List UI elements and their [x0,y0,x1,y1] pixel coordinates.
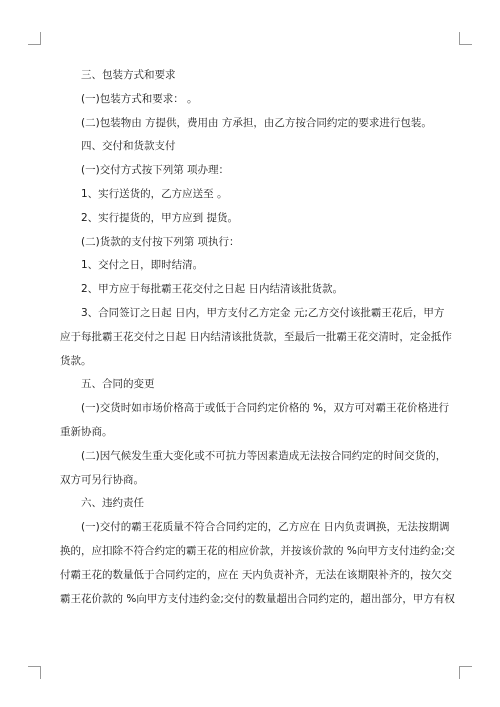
paragraph-line: 2、实行提货的，甲方应到 提货。 [81,211,239,224]
section-heading-delivery-payment: 四、交付和货款支付 [81,140,176,153]
crop-mark-bottom-right [459,666,472,679]
paragraph-line: 重新协商。 [60,425,113,438]
crop-mark-bottom-left [28,666,41,679]
paragraph-line: 应于每批霸王花交付之日起 日内结清该批货款，至最后一批霸王花交清时，定金抵作 [60,330,452,343]
document-body [60,64,455,611]
section-heading-packaging: 三、包装方式和要求 [81,69,176,81]
crop-mark-top-left [28,32,41,45]
section-heading-liability: 六、违约责任 [81,497,144,510]
paragraph-line: (一)交付的霸王花质量不符合合同约定的，乙方应在 日内负责调换，无法按期调 [81,521,450,534]
crop-mark-top-right [459,32,472,45]
paragraph-line: 货款。 [60,354,92,367]
paragraph-line: 付霸王花的数量低于合同约定的，应在 天内负责补齐，无法在该期限补齐的，按欠交 [60,568,452,581]
section-heading-contract-change: 五、合同的变更 [81,378,155,391]
paragraph-line: 换的，应扣除不符合约定的霸王花的相应价款，并按该价款的 %向甲方支付违约金;交 [60,544,455,557]
paragraph-line: (一)交付方式按下列第 项办理： [81,164,230,177]
paragraph-line: (二)货款的支付按下列第 项执行： [81,235,240,248]
paragraph-line: 双方可另行协商。 [60,473,144,486]
paragraph-line: 3、合同签订之日起 日内，甲方支付乙方定金 元;乙方交付该批霸王花后，甲方 [81,306,445,319]
paragraph-line: 1、实行送货的，乙方应送至 。 [81,187,228,200]
paragraph-line: (一)包装方式和要求： 。 [81,92,198,105]
paragraph-line: (一)交货时如市场价格高于或低于合同约定价格的 %，双方可对霸王花价格进行 [81,402,450,415]
paragraph-line: (二)包装物由 方提供，费用由 方承担，由乙方按合同约定的要求进行包装。 [81,116,432,129]
paragraph-line: (二)因气候发生重大变化或不可抗力等因素造成无法按合同约定的时间交货的， [81,449,447,462]
paragraph-line: 霸王花价款的 %向甲方支付违约金;交付的数量超出合同约定的，超出部分，甲方有权 [60,592,455,605]
paragraph-line: 1、交付之日，即时结清。 [81,259,204,272]
paragraph-line: 2、甲方应于每批霸王花交付之日起 日内结清该批货款。 [81,283,344,296]
